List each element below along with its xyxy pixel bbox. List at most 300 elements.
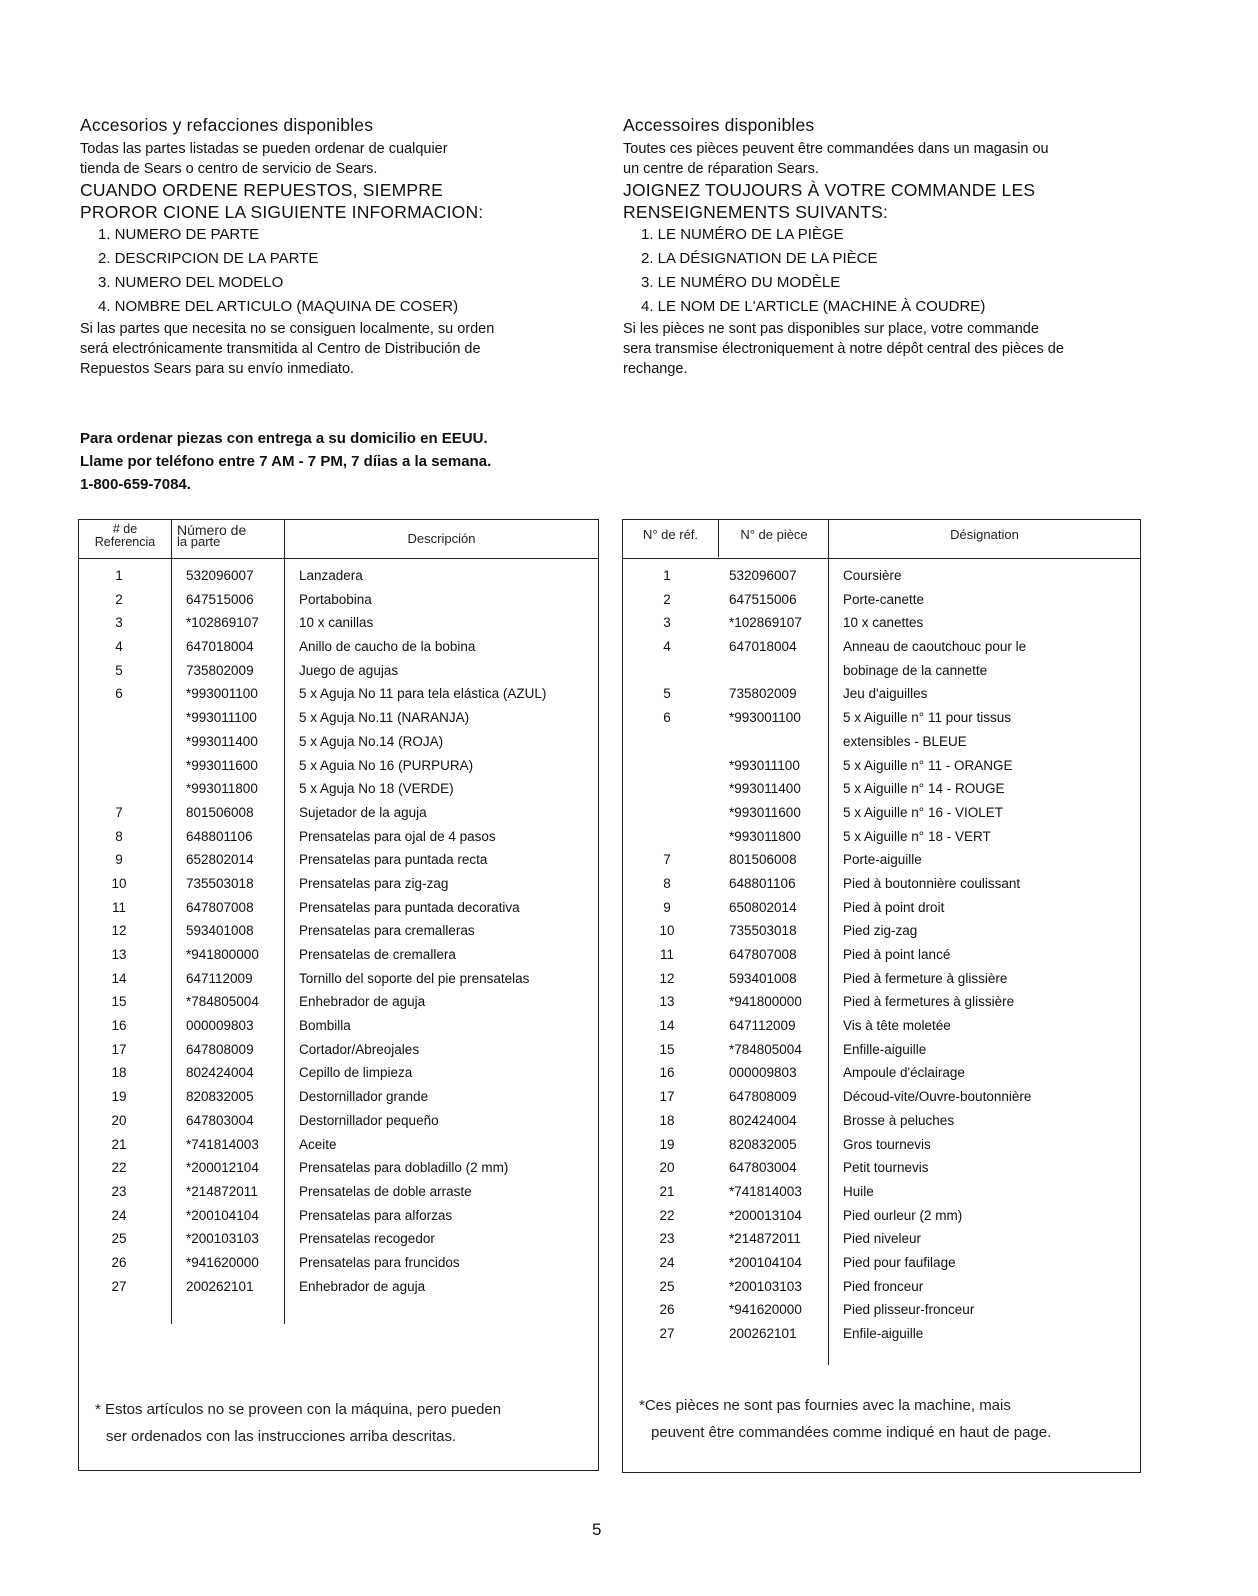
reference-number: 4 bbox=[115, 639, 123, 655]
part-number: *941620000 bbox=[186, 1254, 259, 1270]
table-row bbox=[79, 636, 598, 660]
table-row bbox=[79, 968, 598, 992]
description: Jeu d'aiguilles bbox=[843, 686, 928, 702]
reference-number: 13 bbox=[659, 994, 675, 1010]
description: Découd-vite/Ouvre-boutonnière bbox=[843, 1089, 1032, 1105]
reference-number: 23 bbox=[659, 1231, 675, 1247]
table-row bbox=[623, 802, 1140, 826]
list-item: 1. NUMERO DE PARTE bbox=[98, 226, 260, 243]
reference-number: 27 bbox=[111, 1278, 127, 1294]
header-reference-line-2: Referencia bbox=[94, 535, 156, 549]
reference-number: 24 bbox=[111, 1207, 127, 1223]
reference-number: 10 bbox=[111, 875, 127, 891]
reference-number: 19 bbox=[111, 1089, 127, 1105]
description: Enfile-aiguille bbox=[843, 1326, 924, 1341]
order-line-2: Llame por teléfono entre 7 AM - 7 PM, 7 díias a la semana. bbox=[80, 453, 492, 470]
description: Anillo de caucho de la bobina bbox=[299, 639, 476, 655]
header-description: Descripción bbox=[407, 531, 476, 546]
table-row bbox=[79, 1205, 598, 1229]
part-number: 802424004 bbox=[729, 1112, 797, 1128]
table-row bbox=[623, 1181, 1140, 1205]
reference-number: 17 bbox=[659, 1089, 675, 1105]
description: Pied pour faufilage bbox=[843, 1254, 956, 1270]
description: Prensatelas para fruncidos bbox=[299, 1254, 460, 1270]
part-number: *941800000 bbox=[729, 994, 802, 1010]
table-row bbox=[623, 707, 1140, 731]
header-part-number bbox=[177, 524, 277, 562]
table-row bbox=[623, 612, 1140, 636]
table-row bbox=[623, 731, 1140, 755]
table-row bbox=[79, 731, 598, 755]
reference-number: 6 bbox=[663, 710, 671, 726]
table-row bbox=[79, 778, 598, 802]
description: Sujetador de la aguja bbox=[299, 804, 427, 820]
description: 5 x Aguia No 16 (PURPURA) bbox=[299, 757, 474, 773]
reference-number: 21 bbox=[111, 1136, 127, 1152]
reference-number: 11 bbox=[111, 899, 126, 915]
table-row bbox=[79, 707, 598, 731]
table-row bbox=[623, 826, 1140, 850]
part-number: 648801106 bbox=[186, 828, 253, 844]
spanish-note-line-3: Repuestos Sears para su envío inmediato. bbox=[80, 361, 355, 377]
description: Anneau de caoutchouc pour le bbox=[843, 639, 1027, 655]
table-row bbox=[79, 589, 598, 613]
spanish-section bbox=[80, 115, 610, 379]
reference-number: 24 bbox=[659, 1254, 675, 1270]
table-row bbox=[623, 1228, 1140, 1252]
french-rows bbox=[623, 565, 1140, 1347]
description: Gros tournevis bbox=[843, 1136, 931, 1152]
table-row bbox=[623, 755, 1140, 779]
table-row bbox=[623, 944, 1140, 968]
part-number: 735802009 bbox=[729, 686, 797, 702]
description: Prensatelas para puntada recta bbox=[299, 852, 488, 868]
order-line-1: Para ordenar piezas con entrega a su domicilio en EEUU. bbox=[80, 430, 488, 447]
part-number: *102869107 bbox=[186, 615, 259, 631]
part-number: 647803004 bbox=[729, 1160, 797, 1176]
order-phone-number: 1-800-659-7084. bbox=[80, 476, 191, 493]
table-row bbox=[79, 1039, 598, 1063]
french-intro-line-2: un centre de réparation Sears. bbox=[623, 161, 819, 177]
footnote-line-1: *Ces pièces ne sont pas fournies avec la machine, mais bbox=[639, 1397, 1011, 1414]
part-number: *200103103 bbox=[729, 1278, 802, 1294]
part-number: 532096007 bbox=[186, 568, 254, 583]
reference-number: 25 bbox=[111, 1231, 127, 1247]
table-row bbox=[79, 1086, 598, 1110]
part-number: *214872011 bbox=[186, 1183, 258, 1199]
part-number: *741814003 bbox=[186, 1136, 259, 1152]
reference-number: 21 bbox=[659, 1183, 675, 1199]
table-row bbox=[623, 873, 1140, 897]
reference-number: 12 bbox=[659, 970, 675, 986]
spanish-caps-line-1: CUANDO ORDENE REPUESTOS, SIEMPRE bbox=[80, 180, 443, 200]
table-row bbox=[623, 920, 1140, 944]
description: Vis à tête moletée bbox=[843, 1018, 951, 1034]
part-number: 735802009 bbox=[186, 662, 254, 678]
description: Porte-aiguille bbox=[843, 852, 922, 868]
reference-number: 2 bbox=[115, 591, 123, 607]
part-number: 650802014 bbox=[729, 899, 797, 915]
description: Pied plisseur-fronceur bbox=[843, 1302, 975, 1318]
description: Ampoule d'éclairage bbox=[843, 1065, 965, 1081]
table-row bbox=[79, 1157, 598, 1181]
part-number: 200262101 bbox=[729, 1326, 797, 1341]
table-row bbox=[623, 1252, 1140, 1276]
part-number: 647112009 bbox=[186, 970, 253, 986]
reference-number: 20 bbox=[659, 1160, 675, 1176]
part-number: *993001100 bbox=[729, 710, 801, 726]
spanish-caps-line-2: PROROR CIONE LA SIGUIENTE INFORMACION: bbox=[80, 202, 484, 222]
table-row bbox=[623, 778, 1140, 802]
part-number: *993001100 bbox=[186, 686, 258, 702]
table-row bbox=[79, 802, 598, 826]
table-row bbox=[79, 849, 598, 873]
reference-number: 26 bbox=[659, 1302, 675, 1318]
description: Pied à boutonnière coulissant bbox=[843, 875, 1021, 891]
reference-number: 25 bbox=[659, 1278, 675, 1294]
table-row bbox=[79, 755, 598, 779]
description: Pied à fermeture à glissière bbox=[843, 970, 1008, 986]
table-row bbox=[79, 612, 598, 636]
reference-number: 1 bbox=[115, 568, 123, 583]
description: 5 x Aiguille n° 16 - VIOLET bbox=[843, 804, 1003, 820]
part-number: 652802014 bbox=[186, 852, 254, 868]
description: Prensatelas recogedor bbox=[299, 1231, 435, 1247]
description: Prensatelas de cremallera bbox=[299, 947, 456, 962]
part-number: 820832005 bbox=[729, 1136, 797, 1152]
french-caps-line-2: RENSEIGNEMENTS SUIVANTS: bbox=[623, 202, 889, 222]
reference-number: 22 bbox=[659, 1207, 675, 1223]
description: Prensatelas de doble arraste bbox=[299, 1183, 472, 1199]
reference-number: 23 bbox=[111, 1183, 127, 1199]
list-item: 1. LE NUMÉRO DE LA PIÈGE bbox=[641, 226, 844, 243]
part-number: *993011100 bbox=[186, 710, 257, 726]
spanish-rows bbox=[79, 565, 598, 1299]
part-number: 647112009 bbox=[729, 1018, 796, 1034]
table-row bbox=[79, 991, 598, 1015]
spanish-parts-table bbox=[78, 519, 599, 1471]
table-row bbox=[623, 1157, 1140, 1181]
reference-number: 14 bbox=[659, 1018, 675, 1034]
table-row bbox=[79, 660, 598, 684]
table-row bbox=[79, 1228, 598, 1252]
description: Aceite bbox=[299, 1136, 337, 1152]
list-item: 2. DESCRIPCION DE LA PARTE bbox=[98, 250, 319, 267]
reference-number: 2 bbox=[663, 591, 671, 607]
part-number: 820832005 bbox=[186, 1089, 254, 1105]
description: Prensatelas para cremalleras bbox=[299, 923, 475, 939]
description: Coursière bbox=[843, 568, 902, 583]
header-part-number: N° de pièce bbox=[740, 527, 808, 542]
table-row bbox=[79, 683, 598, 707]
description: Brosse à peluches bbox=[843, 1112, 955, 1128]
description: 5 x Aguja No.14 (ROJA) bbox=[299, 733, 444, 749]
part-number: *993011100 bbox=[729, 757, 800, 773]
table-row bbox=[623, 565, 1140, 589]
french-note-line-2: sera transmise électroniquement à notre dépôt central des pièces de bbox=[623, 341, 1064, 357]
description: 5 x Aguja No.11 (NARANJA) bbox=[299, 710, 470, 726]
description: Pied ourleur (2 mm) bbox=[843, 1207, 963, 1223]
description: Huile bbox=[843, 1183, 874, 1199]
french-info-list bbox=[623, 223, 1153, 319]
part-number: *200103103 bbox=[186, 1231, 259, 1247]
table-row bbox=[623, 991, 1140, 1015]
part-number: *993011800 bbox=[729, 828, 801, 844]
part-number: *941800000 bbox=[186, 947, 259, 962]
part-number: *200104104 bbox=[186, 1207, 259, 1223]
list-item: 3. NUMERO DEL MODELO bbox=[98, 274, 284, 291]
description: Pied à point lancé bbox=[843, 947, 951, 962]
table-row bbox=[79, 897, 598, 921]
part-number: *200013104 bbox=[729, 1207, 802, 1223]
part-number: 735503018 bbox=[729, 923, 797, 939]
part-number: 647803004 bbox=[186, 1112, 254, 1128]
reference-number: 5 bbox=[115, 662, 123, 678]
description: 5 x Aiguille n° 11 pour tissus bbox=[843, 710, 1011, 726]
part-number: *784805004 bbox=[186, 994, 259, 1010]
description: Pied fronceur bbox=[843, 1278, 924, 1294]
description: 5 x Aguja No 18 (VERDE) bbox=[299, 781, 454, 797]
part-number: *993011600 bbox=[729, 804, 801, 820]
description: Enhebrador de aguja bbox=[299, 1278, 426, 1294]
description: Prensatelas para alforzas bbox=[299, 1207, 453, 1223]
spanish-note-line-1: Si las partes que necesita no se consiguen localmente, su orden bbox=[80, 321, 495, 337]
part-number: 000009803 bbox=[729, 1065, 797, 1081]
reference-number: 4 bbox=[663, 639, 671, 655]
part-number: 647515006 bbox=[729, 591, 797, 607]
footnote-line-2: ser ordenados con las instrucciones arriba descritas. bbox=[106, 1428, 457, 1445]
header-part-line-1: Número de bbox=[177, 522, 247, 538]
description: Prensatelas para ojal de 4 pasos bbox=[299, 828, 496, 844]
reference-number: 11 bbox=[659, 947, 674, 962]
part-number: *214872011 bbox=[729, 1231, 801, 1247]
french-caps-line-1: JOIGNEZ TOUJOURS À VOTRE COMMANDE LES bbox=[623, 180, 1036, 200]
table-row bbox=[79, 1015, 598, 1039]
reference-number: 27 bbox=[659, 1326, 675, 1341]
table-row bbox=[623, 1039, 1140, 1063]
reference-number: 9 bbox=[663, 899, 671, 915]
table-row bbox=[79, 873, 598, 897]
part-number: *200012104 bbox=[186, 1160, 259, 1176]
table-row bbox=[623, 1299, 1140, 1323]
header-reference-line-1: # de bbox=[112, 522, 138, 536]
description: Pied zig-zag bbox=[843, 923, 918, 939]
table-row bbox=[623, 589, 1140, 613]
table-row bbox=[623, 683, 1140, 707]
part-number: *993011800 bbox=[186, 781, 258, 797]
reference-number: 8 bbox=[663, 875, 671, 891]
reference-number: 3 bbox=[663, 615, 671, 631]
reference-number: 18 bbox=[659, 1112, 675, 1128]
french-footnote bbox=[639, 1392, 1051, 1446]
description: bobinage de la cannette bbox=[843, 662, 988, 678]
description: 5 x Aiguille n° 18 - VERT bbox=[843, 828, 991, 844]
french-note-line-3: rechange. bbox=[623, 361, 688, 377]
description: Bombilla bbox=[299, 1018, 351, 1034]
description: Prensatelas para zig-zag bbox=[299, 875, 449, 891]
table-row bbox=[623, 660, 1140, 684]
order-by-phone bbox=[80, 427, 600, 496]
description: Juego de agujas bbox=[299, 662, 399, 678]
table-row bbox=[623, 897, 1140, 921]
reference-number: 14 bbox=[111, 970, 127, 986]
part-number: 801506008 bbox=[186, 804, 254, 820]
reference-number: 16 bbox=[111, 1018, 127, 1034]
reference-number: 3 bbox=[115, 615, 123, 631]
column-divider bbox=[718, 520, 719, 557]
part-number: 647018004 bbox=[186, 639, 254, 655]
table-row bbox=[623, 849, 1140, 873]
reference-number: 10 bbox=[659, 923, 675, 939]
table-row bbox=[79, 1134, 598, 1158]
reference-number: 20 bbox=[111, 1112, 127, 1128]
part-number: *741814003 bbox=[729, 1183, 802, 1199]
part-number: 647515006 bbox=[186, 591, 254, 607]
table-row bbox=[623, 1015, 1140, 1039]
spanish-intro-line-2: tienda de Sears o centro de servicio de Sears. bbox=[80, 161, 378, 177]
part-number: 593401008 bbox=[186, 923, 254, 939]
description: Porte-canette bbox=[843, 591, 925, 607]
table-row bbox=[623, 1323, 1140, 1347]
description: 5 x Aiguille n° 11 - ORANGE bbox=[843, 757, 1013, 773]
header-designation: Désignation bbox=[950, 527, 1019, 542]
table-row bbox=[623, 1134, 1140, 1158]
description: extensibles - BLEUE bbox=[843, 733, 967, 749]
french-note-line-1: Si les pièces ne sont pas disponibles sur place, votre commande bbox=[623, 321, 1039, 337]
table-row bbox=[79, 1062, 598, 1086]
table-row bbox=[623, 1205, 1140, 1229]
description: Pied à fermetures à glissière bbox=[843, 994, 1015, 1010]
part-number: 735503018 bbox=[186, 875, 254, 891]
table-header bbox=[79, 520, 598, 559]
header-part-line-2: la parte bbox=[177, 534, 221, 549]
description: Pied à point droit bbox=[843, 899, 945, 915]
reference-number: 15 bbox=[659, 1041, 675, 1057]
description: Pied niveleur bbox=[843, 1231, 922, 1247]
reference-number: 7 bbox=[663, 852, 671, 868]
table-row bbox=[79, 1110, 598, 1134]
description: Petit tournevis bbox=[843, 1160, 929, 1176]
french-parts-table bbox=[622, 519, 1141, 1473]
part-number: 647807008 bbox=[186, 899, 254, 915]
table-row bbox=[79, 826, 598, 850]
description: Tornillo del soporte del pie prensatelas bbox=[299, 970, 530, 986]
description: Lanzadera bbox=[299, 568, 363, 583]
description: 5 x Aiguille n° 14 - ROUGE bbox=[843, 781, 1005, 797]
table-header bbox=[623, 520, 1140, 559]
table-row bbox=[79, 1276, 598, 1300]
table-row bbox=[623, 1062, 1140, 1086]
description: 10 x canettes bbox=[843, 615, 924, 631]
list-item: 2. LA DÉSIGNATION DE LA PIÈCE bbox=[641, 250, 878, 267]
spanish-intro-line-1: Todas las partes listadas se pueden ordenar de cualquier bbox=[80, 141, 448, 157]
reference-number: 18 bbox=[111, 1065, 127, 1081]
table-row bbox=[623, 1110, 1140, 1134]
part-number: 200262101 bbox=[186, 1278, 254, 1294]
list-item: 4. NOMBRE DEL ARTICULO (MAQUINA DE COSER) bbox=[98, 298, 459, 315]
reference-number: 5 bbox=[663, 686, 671, 702]
reference-number: 22 bbox=[111, 1160, 127, 1176]
part-number: 801506008 bbox=[729, 852, 797, 868]
reference-number: 1 bbox=[663, 568, 671, 583]
spanish-footnote bbox=[95, 1396, 501, 1450]
description: Enhebrador de aguja bbox=[299, 994, 426, 1010]
reference-number: 12 bbox=[111, 923, 127, 939]
part-number: *993011400 bbox=[729, 781, 801, 797]
part-number: 593401008 bbox=[729, 970, 797, 986]
part-number: *102869107 bbox=[729, 615, 802, 631]
reference-number: 19 bbox=[659, 1136, 675, 1152]
description: Prensatelas para puntada decorativa bbox=[299, 899, 520, 915]
description: 10 x canillas bbox=[299, 615, 374, 631]
table-row bbox=[79, 1181, 598, 1205]
description: Prensatelas para dobladillo (2 mm) bbox=[299, 1160, 509, 1176]
reference-number: 8 bbox=[115, 828, 123, 844]
part-number: 000009803 bbox=[186, 1018, 254, 1034]
spanish-info-list bbox=[80, 223, 610, 319]
description: 5 x Aguja No 11 para tela elástica (AZUL) bbox=[299, 686, 547, 702]
description: Cepillo de limpieza bbox=[299, 1065, 413, 1081]
list-item: 4. LE NOM DE L'ARTICLE (MACHINE À COUDRE) bbox=[641, 298, 986, 315]
reference-number: 13 bbox=[111, 947, 127, 962]
description: Destornillador grande bbox=[299, 1089, 429, 1105]
part-number: *993011600 bbox=[186, 757, 258, 773]
part-number: 647018004 bbox=[729, 639, 797, 655]
french-section bbox=[623, 115, 1153, 379]
french-intro-line-1: Toutes ces pièces peuvent être commandées dans un magasin ou bbox=[623, 141, 1049, 157]
table-row bbox=[623, 636, 1140, 660]
reference-number: 6 bbox=[115, 686, 123, 702]
part-number: 802424004 bbox=[186, 1065, 254, 1081]
footnote-line-2: peuvent être commandées comme indiqué en haut de page. bbox=[651, 1424, 1052, 1441]
description: Destornillador pequeño bbox=[299, 1112, 439, 1128]
table-row bbox=[79, 920, 598, 944]
french-title: Accessoires disponibles bbox=[623, 115, 815, 135]
part-number: 648801106 bbox=[729, 875, 796, 891]
part-number: *784805004 bbox=[729, 1041, 802, 1057]
list-item: 3. LE NUMÉRO DU MODÈLE bbox=[641, 274, 841, 291]
reference-number: 9 bbox=[115, 852, 123, 868]
part-number: *200104104 bbox=[729, 1254, 802, 1270]
header-reference: N° de réf. bbox=[642, 527, 699, 542]
part-number: *993011400 bbox=[186, 733, 258, 749]
reference-number: 15 bbox=[111, 994, 127, 1010]
reference-number: 16 bbox=[659, 1065, 675, 1081]
part-number: 647807008 bbox=[729, 947, 797, 962]
table-row bbox=[79, 565, 598, 589]
description: Portabobina bbox=[299, 591, 372, 607]
part-number: *941620000 bbox=[729, 1302, 802, 1318]
description: Cortador/Abreojales bbox=[299, 1041, 420, 1057]
header-reference bbox=[79, 523, 171, 561]
spanish-note-line-2: será electrónicamente transmitida al Centro de Distribución de bbox=[80, 341, 481, 357]
table-row bbox=[79, 944, 598, 968]
table-row bbox=[623, 1276, 1140, 1300]
part-number: 532096007 bbox=[729, 568, 797, 583]
spanish-title: Accesorios y refacciones disponibles bbox=[80, 115, 374, 135]
page-number: 5 bbox=[592, 1520, 602, 1539]
part-number: 647808009 bbox=[186, 1041, 254, 1057]
table-row bbox=[623, 1086, 1140, 1110]
part-number: 647808009 bbox=[729, 1089, 797, 1105]
table-row bbox=[623, 968, 1140, 992]
reference-number: 7 bbox=[115, 804, 123, 820]
description: Enfille-aiguille bbox=[843, 1041, 927, 1057]
reference-number: 17 bbox=[111, 1041, 127, 1057]
table-row bbox=[79, 1252, 598, 1276]
footnote-line-1: * Estos artículos no se proveen con la máquina, pero pueden bbox=[95, 1401, 502, 1418]
reference-number: 26 bbox=[111, 1254, 127, 1270]
